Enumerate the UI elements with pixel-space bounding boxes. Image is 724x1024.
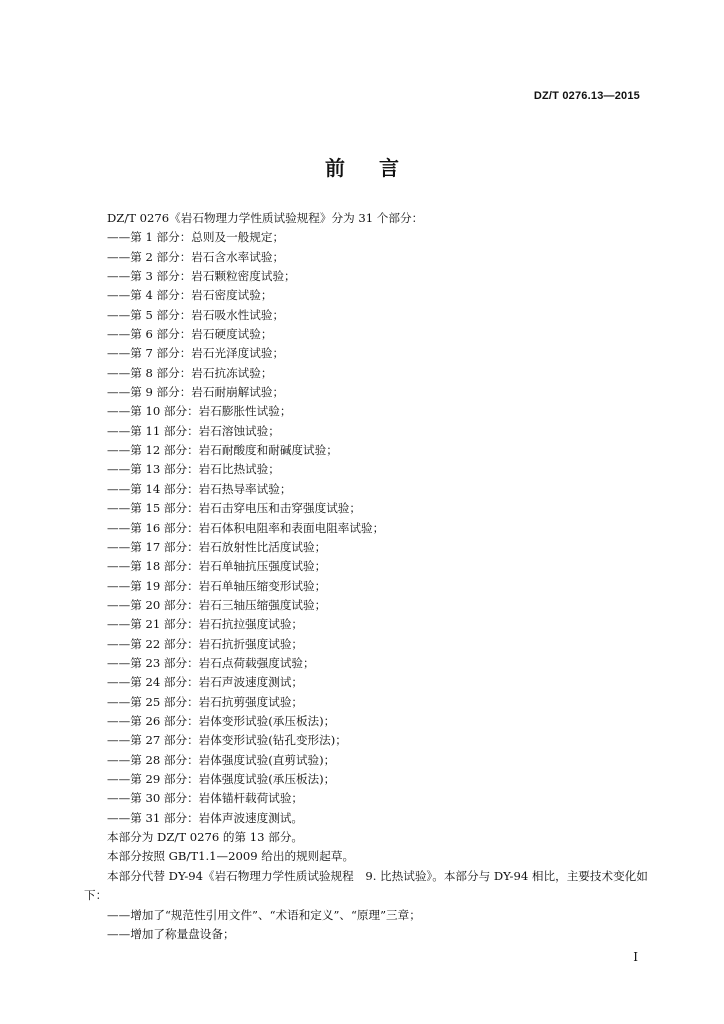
replaces-paragraph: 本部分代替 DY-94《岩石物理力学性质试验规程 9. 比热试验》。本部分与 DY-94 相比，主要技术变化如下：: [84, 868, 648, 903]
list-item: ——第 27 部分：岩体变形试验(钻孔变形法)；: [107, 733, 347, 748]
change-item: ——增加了称量盘设备；: [107, 927, 235, 942]
list-item: ——第 8 部分：岩石抗冻试验；: [107, 365, 273, 380]
document-body: [84, 209, 656, 944]
list-item: ——第 3 部分：岩石颗粒密度试验；: [107, 269, 296, 284]
page-number: I: [633, 950, 638, 964]
list-item: ——第 22 部分：岩石抗折强度试验；: [107, 636, 304, 651]
list-item: ——第 31 部分：岩体声波速度测试。: [107, 810, 304, 825]
list-item: ——第 12 部分：岩石耐酸度和耐碱度试验；: [107, 443, 338, 458]
title-char-2: 言: [379, 156, 399, 180]
list-item: ——第 20 部分：岩石三轴压缩强度试验；: [107, 597, 327, 612]
list-item: ——第 1 部分：总则及一般规定；: [107, 230, 285, 245]
change-item: ——增加了“规范性引用文件”、“术语和定义”、“原理”三章；: [107, 907, 421, 922]
list-item: ——第 11 部分：岩石溶蚀试验；: [107, 423, 280, 438]
drafting-paragraph: 本部分按照 GB/T1.1—2009 给出的规则起草。: [107, 849, 355, 864]
list-item: ——第 23 部分：岩石点荷载强度试验；: [107, 655, 315, 670]
list-item: ——第 26 部分：岩体变形试验(承压板法)；: [107, 713, 336, 728]
list-item: ——第 19 部分：岩石单轴压缩变形试验；: [107, 578, 327, 593]
list-item: ——第 14 部分：岩石热导率试验；: [107, 481, 292, 496]
list-item: ——第 7 部分：岩石光泽度试验；: [107, 346, 285, 361]
list-item: ——第 9 部分：岩石耐崩解试验；: [107, 385, 285, 400]
title-char-1: 前: [325, 156, 345, 180]
list-item: ——第 25 部分：岩石抗剪强度试验；: [107, 694, 304, 709]
page-title: [0, 152, 724, 181]
list-item: ——第 16 部分：岩石体积电阻率和表面电阻率试验；: [107, 520, 385, 535]
list-item: ——第 4 部分：岩石密度试验；: [107, 288, 273, 303]
list-item: ——第 18 部分：岩石单轴抗压强度试验；: [107, 559, 327, 574]
list-item: ——第 21 部分：岩石抗拉强度试验；: [107, 617, 304, 632]
list-item: ——第 24 部分：岩石声波速度测试；: [107, 675, 304, 690]
list-item: ——第 17 部分：岩石放射性比活度试验；: [107, 539, 327, 554]
list-item: ——第 15 部分：岩石击穿电压和击穿强度试验；: [107, 501, 361, 516]
list-item: ——第 10 部分：岩石膨胀性试验；: [107, 404, 292, 419]
list-item: ——第 30 部分：岩体锚杆载荷试验；: [107, 791, 304, 806]
this-part-paragraph: 本部分为 DZ/T 0276 的第 13 部分。: [107, 830, 304, 844]
list-item: ——第 29 部分：岩体强度试验(承压板法)；: [107, 771, 336, 786]
list-item: ——第 5 部分：岩石吸水性试验；: [107, 307, 285, 322]
intro-paragraph: DZ/T 0276《岩石物理力学性质试验规程》分为 31 个部分：: [107, 211, 424, 225]
list-item: ——第 6 部分：岩石硬度试验；: [107, 327, 273, 342]
list-item: ——第 2 部分：岩石含水率试验；: [107, 249, 285, 264]
list-item: ——第 28 部分：岩体强度试验(直剪试验)；: [107, 752, 336, 767]
standard-number: DZ/T 0276.13—2015: [533, 90, 640, 102]
list-item: ——第 13 部分：岩石比热试验；: [107, 462, 280, 477]
